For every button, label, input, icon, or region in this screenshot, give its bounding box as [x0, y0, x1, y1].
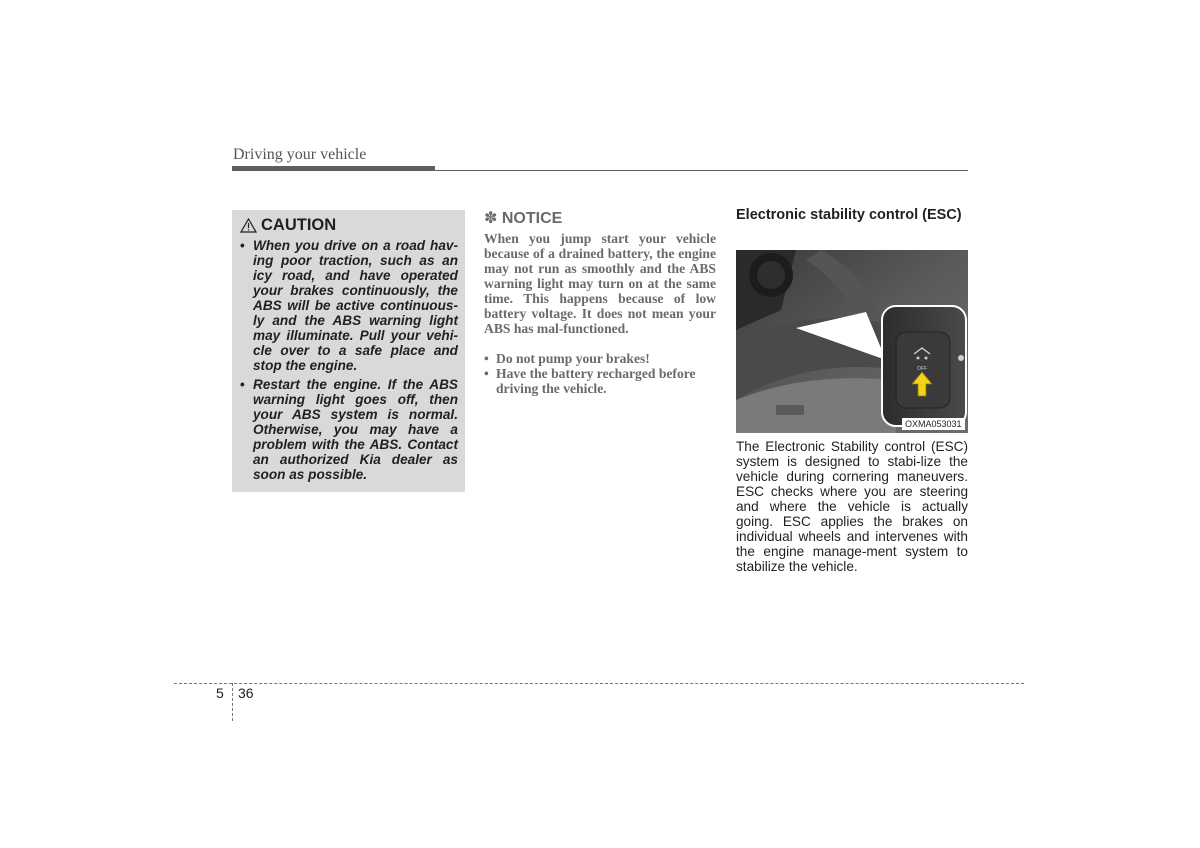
notice-item: • Have the battery recharged before driving the vehicle. [484, 366, 716, 396]
page-number: 36 [238, 685, 254, 701]
header-rule-thick [232, 166, 435, 171]
notice-item: • Do not pump your brakes! [484, 351, 716, 366]
esc-body: The Electronic Stability control (ESC) system is designed to stabi-lize the vehicle during cornering maneuvers. ESC checks where you are steering and where the vehicle is actually going. ESC applies the brakes on individual wheels and intervenes with the engine manage-ment system to stabilize the vehicle. [736, 439, 968, 574]
notice-list [484, 351, 716, 396]
caution-list [240, 238, 458, 486]
svg-text:OFF: OFF [917, 366, 927, 372]
footer-rule [174, 683, 1024, 684]
caution-item: • When you drive on a road hav-ing poor traction, such as an icy road, and have operated your brakes continuously, the ABS will be active continuous-ly and the ABS warning light may illuminate. Pull your vehi-cle over to a safe place and stop the engine. [240, 238, 458, 373]
caution-item: • Restart the engine. If the ABS warning light goes off, then your ABS system is normal. Otherwise, you may have a problem with the ABS. Contact an authorized Kia dealer as soon as possible. [240, 377, 458, 482]
chapter-number: 5 [216, 685, 224, 701]
image-caption: OXMA053031 [902, 418, 965, 430]
warning-triangle-icon [240, 218, 257, 233]
section-title: Driving your vehicle [233, 146, 367, 163]
caution-heading-label: CAUTION [261, 216, 337, 234]
esc-title: Electronic stability control (ESC) [736, 207, 962, 223]
notice-body: When you jump start your vehicle because of a drained battery, the engine may not run as smoothly and the ABS warning light may turn on at the same time. This happens because of low battery voltage. It does not mean your ABS has mal-functioned. [484, 231, 716, 336]
notice-heading: ✽ NOTICE [484, 210, 563, 227]
caution-heading [240, 216, 336, 235]
header-rule-thin [435, 170, 968, 171]
esc-dashboard-photo [736, 250, 968, 433]
footer-divider [232, 683, 233, 721]
dashboard-illustration [736, 250, 968, 433]
